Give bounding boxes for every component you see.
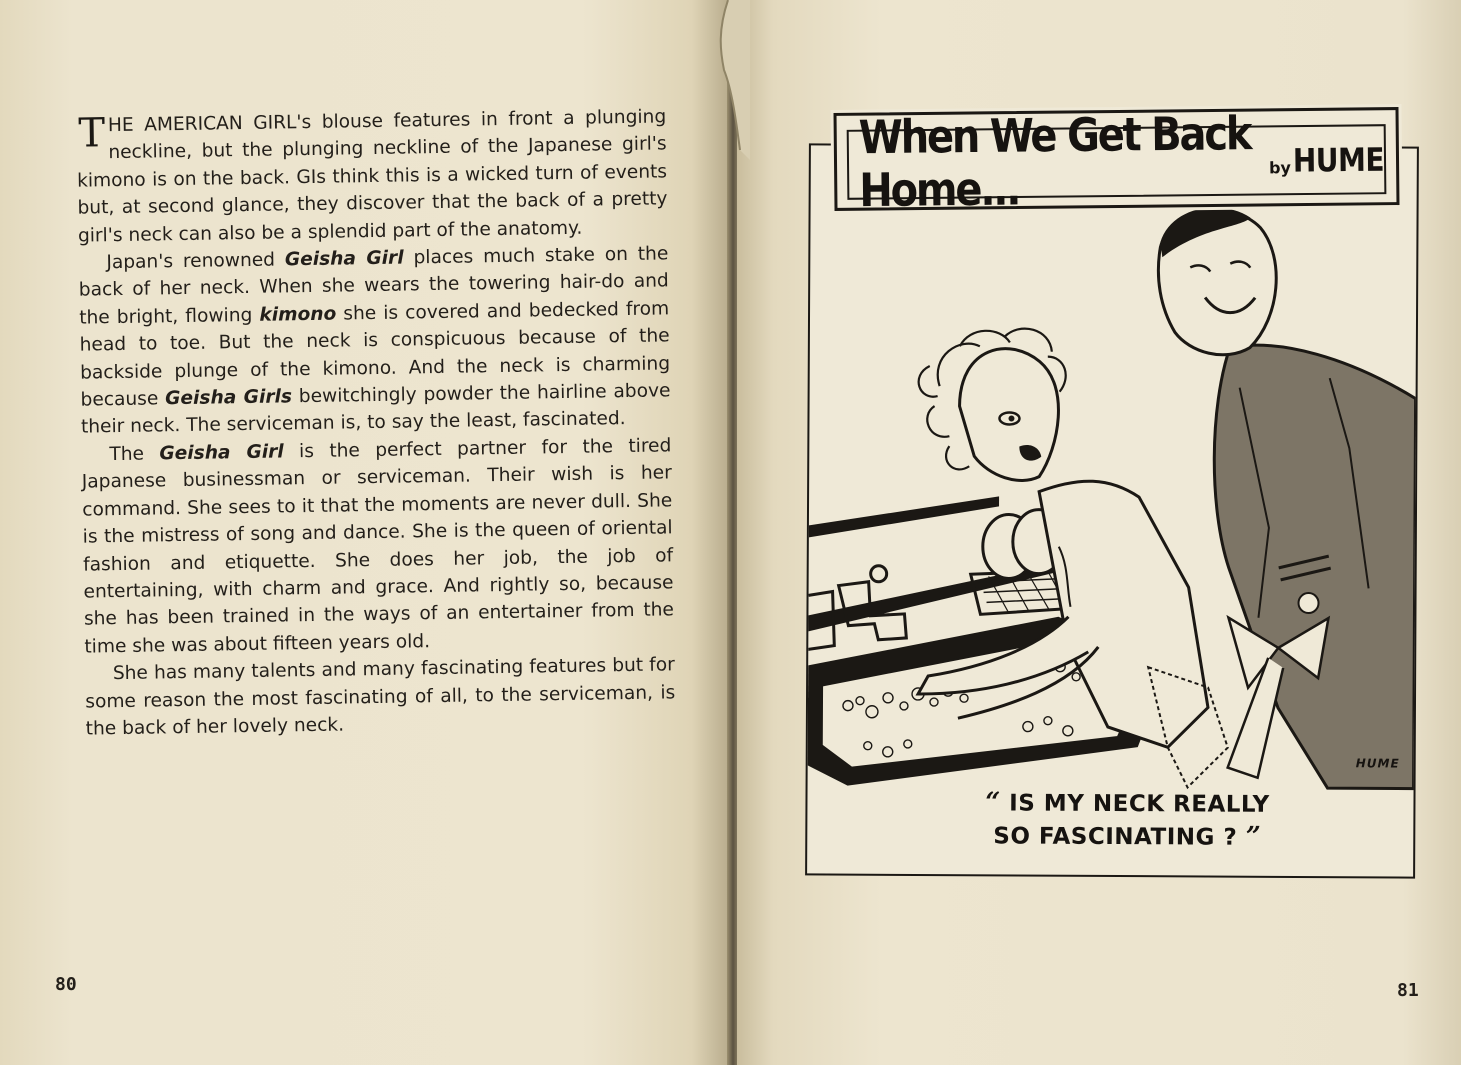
emphasized-term: Geisha Girl [284,247,404,271]
text-segment: she is covered and bedecked from head to toe. But the neck is conspicuous because of the backside plunge of the kimono. And the neck is charming because [79,298,671,411]
article-text [76,103,676,743]
cartoon-author: HUME [1292,140,1385,180]
cartoon-caption [957,786,1297,854]
text-segment: places much stake on the back of her neck. When she wears the towering hair-do and the bright, flowing [78,243,669,329]
paragraph [81,432,674,660]
text-segment: HE AMERICAN GIRL's blouse features in front a plunging neckline, but the plunging neckline of the Japanese girl's kimono is on the back. GIs think this is a wicked turn of events but, at second glance, they discover that the back of a pretty girl's neck can also be a splendid part of the anatomy. [76,106,668,247]
cartoon-by: by [1268,157,1292,177]
cartoon-panel [805,143,1419,878]
paragraph [85,651,676,742]
caption-line-2: SO FASCINATING ? [993,823,1238,851]
right-page [737,0,1461,1065]
caption-line-1: IS MY NECK REALLY [1009,790,1270,818]
page-number-left: 80 [55,974,77,995]
page-tear [640,0,750,160]
page-number-right: 81 [1397,980,1419,1001]
text-segment: The [109,443,160,466]
emphasized-term: kimono [259,303,337,326]
drop-cap: T [78,110,106,157]
cartoon-title-inner [847,107,1387,218]
caption-close-quote: ” [1245,821,1262,852]
emphasized-term: Geisha Girl [159,441,284,465]
cartoon-title-box [834,107,1400,218]
paragraph [76,103,668,249]
left-page [0,0,728,1065]
text-segment: bewitchingly powder the hairline above their neck. The serviceman is, to say the least, fascinated. [80,380,671,439]
caption-open-quote: “ [985,787,1001,818]
cartoon-illustration [807,145,1417,876]
artist-signature: HUME [1355,756,1400,771]
emphasized-term: Geisha Girls [165,386,293,410]
text-segment: She has many talents and many fascinating features but for some reason the most fascinating of all, to the serviceman, is the back of her lovely neck. [85,654,676,740]
text-segment: is the perfect partner for the tired Japanese businessman or serviceman. Their wish is her command. She sees to it that the moments are never dull. She is the mistress of song and dance. She is the queen of oriental fashion and etiquette. She does her job, the job of entertaining, with charm and grace. And rightly so, because she has been trained in the ways of an entertainer from the time she was about fifteen years old. [81,435,675,658]
cartoon-title: When We Get Back Home... [858,107,1251,218]
paragraph [78,240,671,441]
text-segment: Japan's renowned [106,249,286,274]
